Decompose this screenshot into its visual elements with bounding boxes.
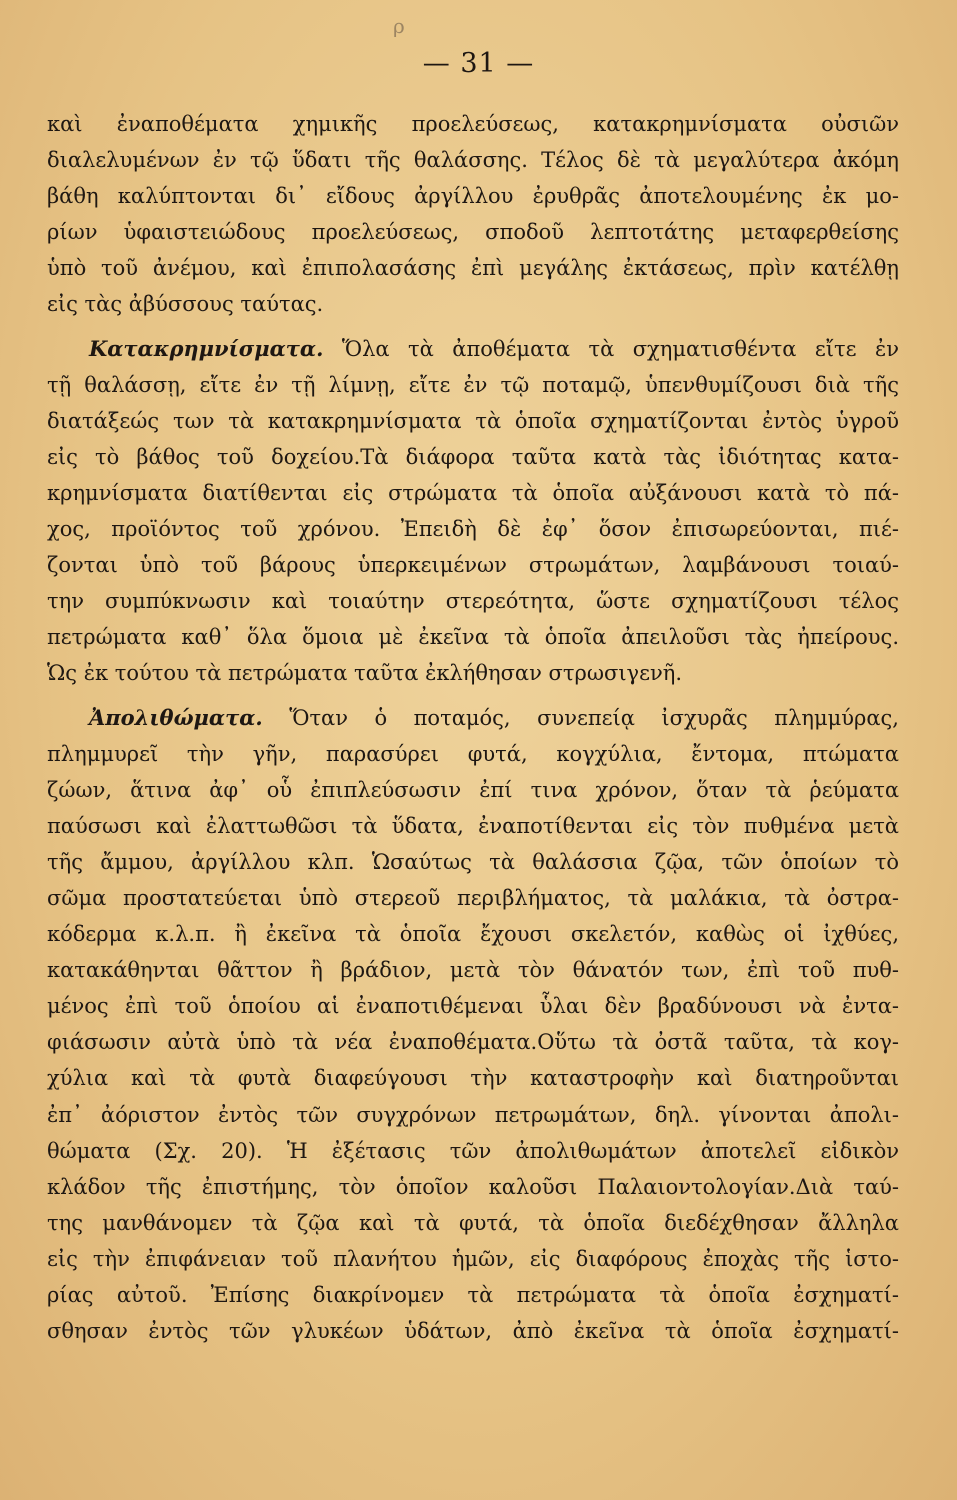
text-line: διατάξεώς των τὰ κατακρημνίσματα τὰ ὁποῖα σχηματίζονται ἐντὸς ὑγροῦ [47, 408, 899, 433]
text-line: τῇ θαλάσσῃ, εἴτε ἐν τῇ λίμνῃ, εἴτε ἐν τῷ ποταμῷ, ὑπενθυμίζουσι διὰ τῆς [47, 372, 899, 397]
text-line: ρίας αὐτοῦ. Ἐπίσης διακρίνομεν τὰ πετρώματα τὰ ὁποῖα ἐσχηματί- [47, 1283, 899, 1307]
text-line: κρημνίσματα διατίθενται εἰς στρώματα τὰ ὁποῖα αὐξάνουσι κατὰ τὸ πά- [47, 480, 899, 505]
text-line: κλάδον τῆς ἐπιστήμης, τὸν ὁποῖον καλοῦσι Παλαιοντολογίαν.Διὰ ταύ- [47, 1174, 899, 1199]
text-line: Ὡς ἐκ τούτου τὰ πετρώματα ταῦτα ἐκλήθησαν στρωσιγενῆ. [47, 661, 683, 686]
section-heading-fossils: Ἀπολιθώματα. [89, 704, 263, 730]
pencil-mark: ρ [393, 14, 405, 38]
paragraph-fossils [47, 700, 899, 1350]
text-line: κατακάθηνται θᾶττον ἢ βράδιον, μετὰ τὸν θάνατόν των, ἐπὶ τοῦ πυθ- [47, 958, 899, 983]
text-line: κόδερμα κ.λ.π. ἢ ἐκεῖνα τὰ ὁποῖα ἔχουσι σκελετόν, καθὼς οἱ ἰχθύες, [47, 922, 899, 947]
text-line: εἰς τὰς ἀβύσσους ταύτας. [47, 292, 324, 317]
text-line: παύσωσι καὶ ἐλαττωθῶσι τὰ ὕδατα, ἐναποτίθενται εἰς τὸν πυθμένα μετὰ [47, 813, 899, 838]
text-line: την συμπύκνωσιν καὶ τοιαύτην στερεότητα, ὥστε σχηματίζουσι τέλος [47, 589, 899, 614]
text-line: θώματα (Σχ. 20). Ἡ ἐξέτασις τῶν ἀπολιθωμάτων ἀποτελεῖ εἰδικὸν [47, 1138, 899, 1163]
text-line: ὑπὸ τοῦ ἀνέμου, καὶ ἐπιπολασάσης ἐπὶ μεγάλης ἐκτάσεως, πρὶν κατέλθῃ [47, 256, 899, 281]
text-line: σθησαν ἐντὸς τῶν γλυκέων ὑδάτων, ἀπὸ ἐκεῖνα τὰ ὁποῖα ἐσχηματί- [47, 1319, 899, 1344]
text-line: ρίων ὑφαιστειώδους προελεύσεως, σποδοῦ λεπτοτάτης μεταφερθείσης [47, 220, 899, 245]
page-body [47, 106, 899, 1349]
text-line: καὶ ἐναποθέματα χημικῆς προελεύσεως, κατακρημνίσματα οὐσιῶν [47, 112, 899, 136]
text-line: εἰς τὴν ἐπιφάνειαν τοῦ πλανήτου ἡμῶν, εἰς διαφόρους ἐποχὰς τῆς ἱστο- [47, 1246, 899, 1271]
text-line: εἰς τὸ βάθος τοῦ δοχείου.Τὰ διάφορα ταῦτα κατὰ τὰς ἰδιότητας κατα- [47, 444, 899, 469]
section-heading-precipitates: Κατακρημνίσματα. [89, 335, 324, 361]
text-line [47, 331, 899, 367]
text-line: βάθη καλύπτονται δι᾽ εἴδους ἀργίλλου ἐρυθρᾶς ἀποτελουμένης ἐκ μο- [47, 184, 899, 209]
text-line: σῶμα προστατεύεται ὑπὸ στερεοῦ περιβλήματος, τὰ μαλάκια, τὰ ὀστρα- [47, 885, 899, 910]
text-line: της μανθάνομεν τὰ ζῷα καὶ τὰ φυτά, τὰ ὁποῖα διεδέχθησαν ἄλληλα [47, 1210, 899, 1235]
text-line: πετρώματα καθ᾽ ὅλα ὅμοια μὲ ἐκεῖνα τὰ ὁποῖα ἀπειλοῦσι τὰς ἠπείρους. [47, 625, 899, 650]
text-run: Ὅλα τὰ ἀποθέματα τὰ σχηματισθέντα εἴτε ἐν [341, 336, 899, 361]
text-line: φιάσωσιν αὐτὰ ὑπὸ τὰ νέα ἐναποθέματα.Οὕτω τὰ ὀστᾶ ταῦτα, τὰ κογ- [47, 1030, 899, 1055]
page-number: — 31 — [422, 48, 535, 79]
text-line: μένος ἐπὶ τοῦ ὁποίου αἱ ἐναποτιθέμεναι ὗλαι δὲν βραδύνουσι νὰ ἐντα- [47, 994, 899, 1019]
text-line: διαλελυμένων ἐν τῷ ὕδατι τῆς θαλάσσης. Τέλος δὲ τὰ μεγαλύτερα ἀκόμη [47, 148, 899, 173]
text-line: χύλια καὶ τὰ φυτὰ διαφεύγουσι τὴν καταστροφὴν καὶ διατηροῦνται [47, 1066, 899, 1091]
paragraph-precipitates [47, 331, 899, 692]
text-run: Ὅταν ὁ ποταμός, συνεπείᾳ ἰσχυρᾶς πλημμύρας, [289, 705, 899, 730]
text-line: χος, προϊόντος τοῦ χρόνου. Ἐπειδὴ δὲ ἐφ᾽ ὅσον ἐπισωρεύονται, πιέ- [47, 517, 899, 542]
text-line [47, 700, 899, 736]
text-line: ἐπ᾽ ἀόριστον ἐντὸς τῶν συγχρόνων πετρωμάτων, δηλ. γίνονται ἀπολι- [47, 1102, 899, 1127]
text-line: ζονται ὑπὸ τοῦ βάρους ὑπερκειμένων στρωμάτων, λαμβάνουσι τοιαύ- [47, 553, 899, 578]
text-line: τῆς ἄμμου, ἀργίλλου κλπ. Ὡσαύτως τὰ θαλάσσια ζῷα, τῶν ὁποίων τὸ [47, 849, 899, 874]
text-line: πλημμυρεῖ τὴν γῆν, παρασύρει φυτά, κογχύλια, ἔντομα, πτώματα [47, 741, 899, 766]
text-line: ζώων, ἅτινα ἀφ᾽ οὗ ἐπιπλεύσωσιν ἐπί τινα χρόνον, ὅταν τὰ ῥεύματα [47, 777, 899, 802]
paragraph-sediments-intro [47, 106, 899, 323]
